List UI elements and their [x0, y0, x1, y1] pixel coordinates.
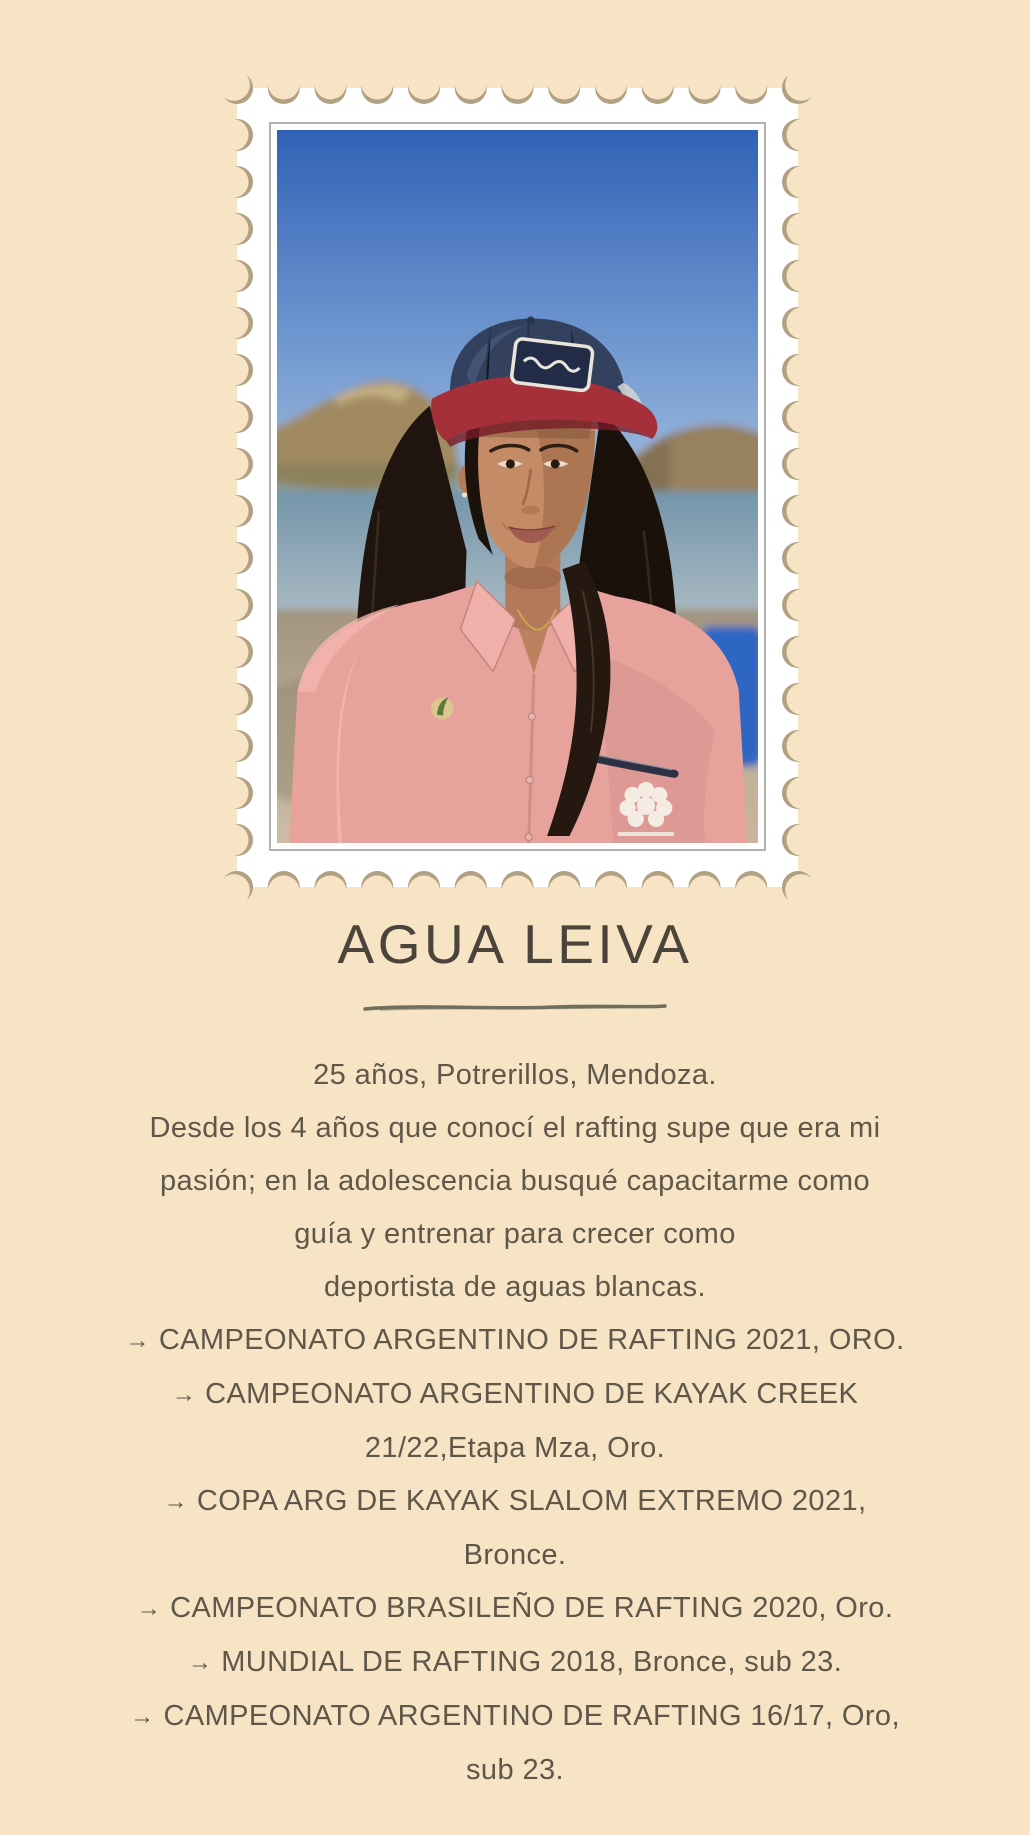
achievement-text: COPA ARG DE KAYAK SLALOM EXTREMO 2021, — [196, 1485, 867, 1517]
achievement-item — [60, 1368, 970, 1422]
achievement-item — [60, 1582, 970, 1636]
bio-line: pasión; en la adolescencia busqué capacitarme como — [160, 1165, 870, 1197]
arrow-bullet-icon: → — [187, 1649, 213, 1676]
achievement-text-wrap: sub 23. — [466, 1754, 564, 1786]
achievement-text-wrap: Bronce. — [463, 1539, 567, 1571]
arrow-bullet-icon: → — [136, 1595, 162, 1622]
cap-patch — [511, 338, 593, 391]
bio-line: 25 años, Potrerillos, Mendoza. — [313, 1059, 717, 1091]
title-underline — [360, 1000, 670, 1014]
bio-and-achievements — [60, 1049, 970, 1797]
arrow-bullet-icon: → — [125, 1327, 150, 1354]
bio-line: guía y entrenar para crecer como — [294, 1218, 736, 1250]
bio-line: Desde los 4 años que conocí el rafting supe que era mi — [149, 1112, 881, 1144]
photo-frame — [269, 122, 766, 851]
eye-right — [551, 459, 560, 468]
stamp-frame — [237, 88, 798, 887]
achievement-text: CAMPEONATO ARGENTINO DE KAYAK CREEK — [205, 1378, 859, 1410]
achievement-item — [60, 1314, 970, 1368]
achievement-item — [60, 1475, 970, 1529]
achievement-text: MUNDIAL DE RAFTING 2018, Bronce, sub 23. — [221, 1646, 843, 1678]
achievement-text: CAMPEONATO ARGENTINO DE RAFTING 16/17, Oro, — [163, 1700, 900, 1732]
achievement-text: CAMPEONATO ARGENTINO DE RAFTING 2021, ORO. — [158, 1324, 905, 1356]
achievement-item — [60, 1690, 970, 1744]
arrow-bullet-icon: → — [130, 1703, 155, 1730]
achievement-item — [60, 1636, 970, 1690]
arrow-bullet-icon: → — [171, 1381, 197, 1408]
eye-left — [506, 459, 515, 468]
portrait-photo — [277, 130, 758, 843]
achievement-text: CAMPEONATO BRASILEÑO DE RAFTING 2020, Oro. — [170, 1592, 894, 1624]
profile-name: AGUA LEIVA — [337, 913, 693, 975]
earring — [462, 493, 467, 498]
achievement-text-wrap: 21/22,Etapa Mza, Oro. — [364, 1432, 666, 1464]
arrow-bullet-icon: → — [163, 1488, 188, 1515]
bio-line: deportista de aguas blancas. — [323, 1271, 706, 1303]
